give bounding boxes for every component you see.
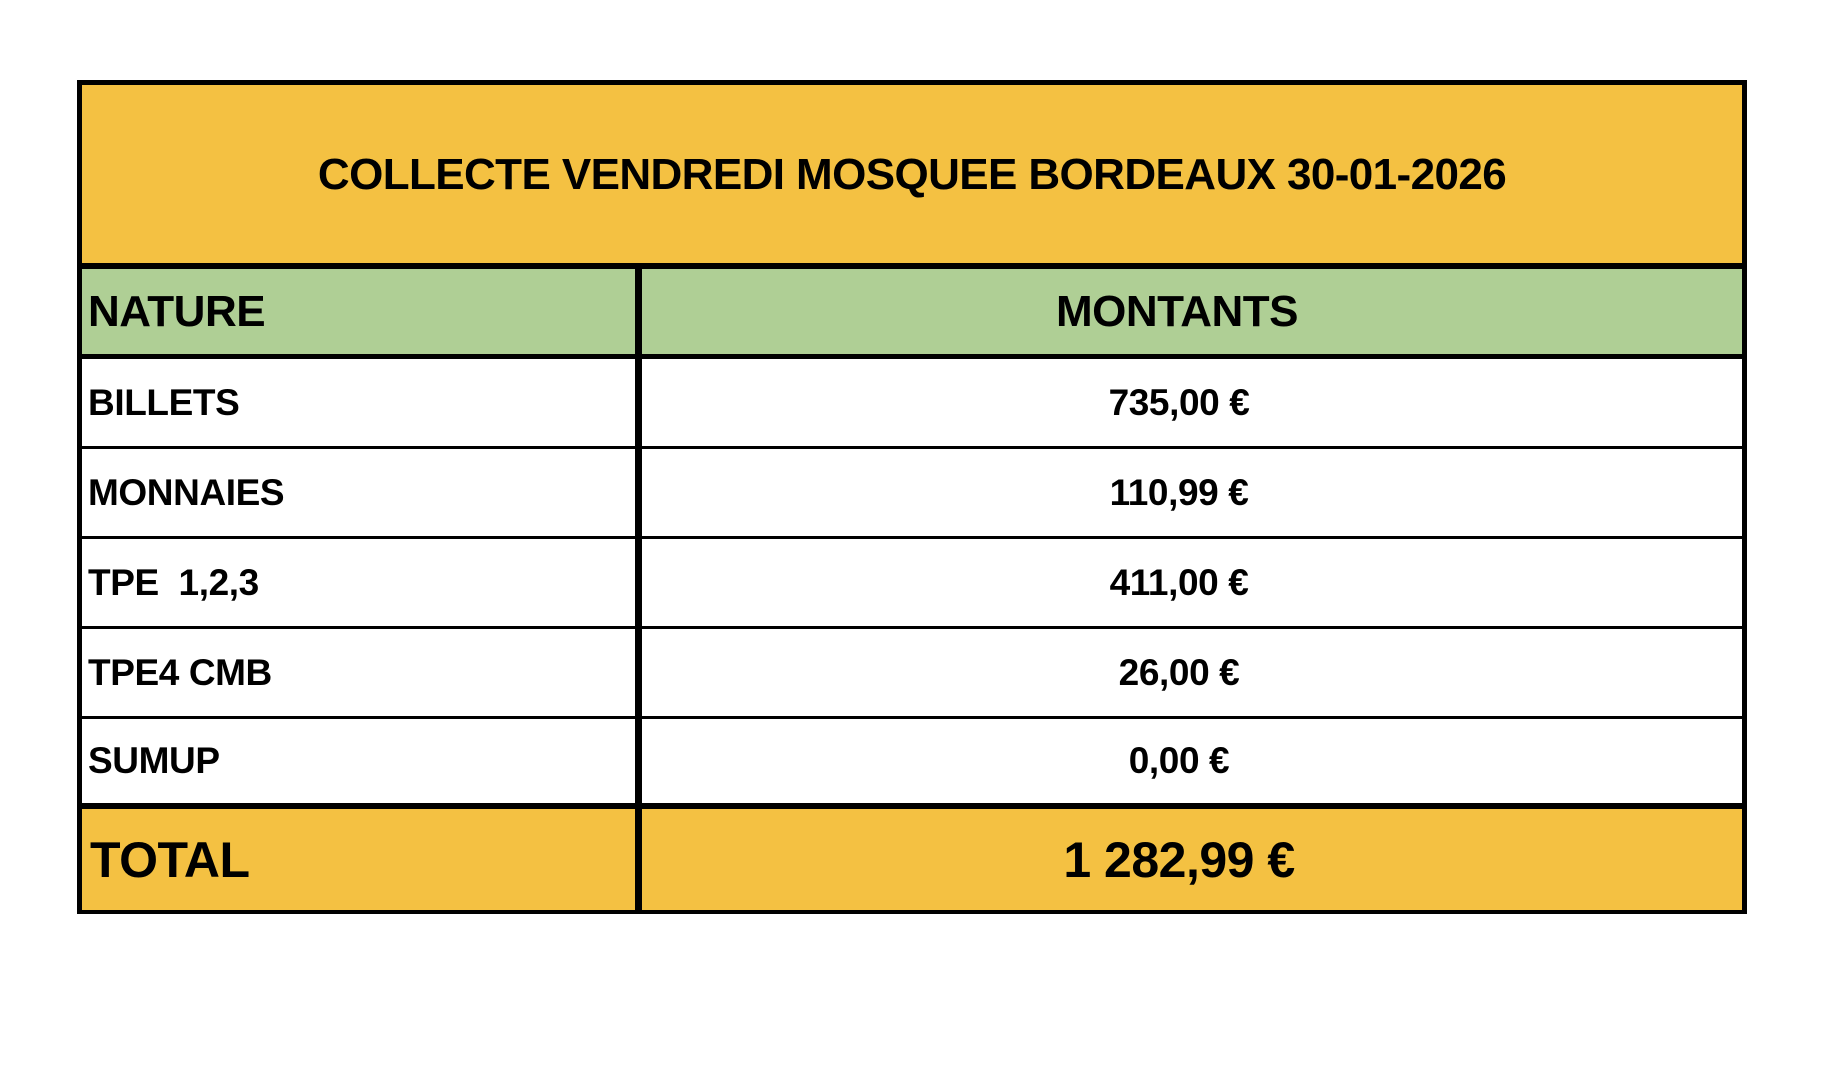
amount-cell: 0,00 € bbox=[1128, 740, 1230, 781]
nature-cell: SUMUP bbox=[82, 719, 642, 803]
table-title: COLLECTE VENDREDI MOSQUEE BORDEAUX 30-01-2026 bbox=[317, 150, 1507, 199]
table-row bbox=[82, 449, 1742, 539]
amount-cell: 735,00 € bbox=[1108, 381, 1250, 423]
nature-cell: MONNAIES bbox=[82, 449, 642, 536]
table-row bbox=[82, 359, 1742, 449]
amount-cell: 26,00 € bbox=[1118, 651, 1240, 693]
nature-cell: TPE4 CMB bbox=[82, 629, 642, 716]
column-header-nature: NATURE bbox=[82, 269, 642, 354]
column-header-montants: MONTANTS bbox=[1055, 286, 1299, 336]
nature-cell: BILLETS bbox=[82, 359, 642, 446]
amount-cell: 110,99 € bbox=[1109, 471, 1249, 513]
title-band bbox=[82, 85, 1742, 269]
amount-cell: 411,00 € bbox=[1109, 561, 1249, 603]
collection-summary-table bbox=[77, 80, 1747, 914]
header-row bbox=[82, 269, 1742, 359]
total-row bbox=[82, 809, 1742, 910]
table-row bbox=[82, 719, 1742, 809]
nature-cell: TPE 1,2,3 bbox=[82, 539, 642, 626]
total-label: TOTAL bbox=[82, 809, 642, 910]
table-row bbox=[82, 629, 1742, 719]
total-amount: 1 282,99 € bbox=[1063, 831, 1295, 888]
table-row bbox=[82, 539, 1742, 629]
table-grid bbox=[82, 269, 1742, 910]
